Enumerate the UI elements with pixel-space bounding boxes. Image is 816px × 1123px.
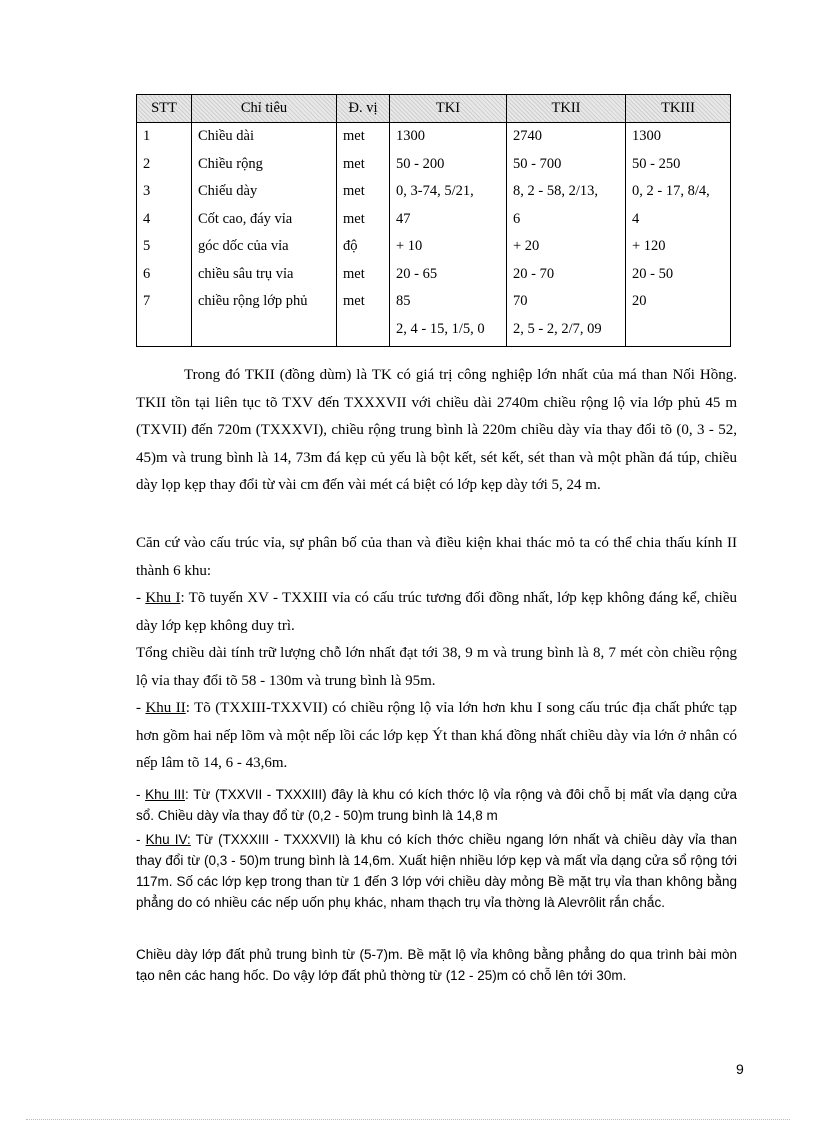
table-cell: 3 <box>137 178 192 206</box>
table-cell: 50 - 250 <box>626 151 731 179</box>
table-row <box>137 178 731 206</box>
paragraph-khu-2 <box>136 695 737 778</box>
table-cell: + 20 <box>507 233 626 261</box>
table-header-row <box>137 95 731 123</box>
khu-4-text: Từ (TXXXIII - TXXXVII) là khu có kích thớc chiều ngang lớn nhất và chiều dày vỉa than thay đổi từ (0,3 - 50)m trung bình là 14,6m. Xuất hiện nhiều lớp kẹp và mất vỉa dạng cửa sổ rộng tới 117m. Số các lớp kẹp trong than từ 1 đến 3 lớp với chiều dày mỏng Bề mặt trụ vỉa than không bằng phẳng do có nhiều các nếp uốn phụ khác, nham thạch trụ vỉa thờng là Alevrôlit rắn chắc. <box>136 832 737 910</box>
table-cell: 8, 2 - 58, 2/13, <box>507 178 626 206</box>
khu-4-label: Khu IV: <box>145 832 191 847</box>
table-cell: 70 <box>507 288 626 316</box>
paragraph-reserves: Tổng chiều dài tính trữ lượng chỗ lớn nhất đạt tới 38, 9 m và trung bình là 8, 7 mét còn chiều rộng lộ vỉa thay đổi tõ 58 - 130m và trung bình là 95m. <box>136 645 737 689</box>
paragraph-overburden: Chiều dày lớp đất phủ trung bình từ (5-7)m. Bề mặt lộ vỉa không bằng phẳng do qua trình bài mòn tạo nên các hang hốc. Do vậy lớp đất phủ thờng từ (12 - 25)m có chỗ lên tới 30m. <box>136 947 737 983</box>
paragraph-khu-4 <box>136 829 737 913</box>
table-cell: 1300 <box>626 123 731 151</box>
table-cell: góc dốc của vỉa <box>192 233 337 261</box>
table-cell: 6 <box>137 261 192 289</box>
table-cell: 85 <box>390 288 507 316</box>
table-cell: 2, 5 - 2, 2/7, 09 <box>507 316 626 347</box>
table-cell: 7 <box>137 288 192 316</box>
table-header: TKI <box>390 95 507 123</box>
table-cell: 4 <box>137 206 192 234</box>
table-cell: met <box>337 206 390 234</box>
khu-1-text: : Tõ tuyến XV - TXXIII vỉa có cấu trúc tương đối đồng nhất, lớp kẹp không đáng kể, chiều dày lớp kẹp không duy trì. <box>136 590 738 634</box>
table-cell: chiều rộng lớp phủ <box>192 288 337 316</box>
table-cell <box>626 316 731 347</box>
table-cell: độ <box>337 233 390 261</box>
page-bottom-divider <box>26 1119 790 1120</box>
table-cell: met <box>337 151 390 179</box>
table-cell: met <box>337 123 390 151</box>
table-cell <box>137 316 192 347</box>
khu-1-label: Khu I <box>145 590 181 606</box>
table-cell: 5 <box>137 233 192 261</box>
table-cell: 20 - 70 <box>507 261 626 289</box>
khu-1-prefix: - <box>136 590 146 606</box>
table-cell: 20 - 65 <box>390 261 507 289</box>
table-cell: + 120 <box>626 233 731 261</box>
table-cell <box>337 316 390 347</box>
table-row <box>137 151 731 179</box>
khu-3-label: Khu III <box>145 787 185 802</box>
table-cell: Cốt cao, đáy vỉa <box>192 206 337 234</box>
table-cell: met <box>337 261 390 289</box>
khu-3-text: : Từ (TXXVII - TXXXIII) đây là khu có kích thớc lộ vỉa rộng và đôi chỗ bị mất vỉa dạng cửa sổ. Chiều dày vỉa thay đổ từ (0,2 - 50)m trung bình là 14,8 m <box>136 787 737 823</box>
table-header: TKII <box>507 95 626 123</box>
table-cell: Chiều dài <box>192 123 337 151</box>
table-row <box>137 288 731 316</box>
table-header: Chỉ tiêu <box>192 95 337 123</box>
table-cell: + 10 <box>390 233 507 261</box>
table-header: TKIII <box>626 95 731 123</box>
table-cell: met <box>337 178 390 206</box>
paragraph-division: Căn cứ vào cấu trúc vỉa, sự phân bố của than và điều kiện khai thác mỏ ta có thể chia thấu kính II thành 6 khu: <box>136 535 737 579</box>
table-cell: 0, 3-74, 5/21, <box>390 178 507 206</box>
table-cell: 6 <box>507 206 626 234</box>
table-row <box>137 123 731 151</box>
table-cell: 2740 <box>507 123 626 151</box>
table-cell <box>192 316 337 347</box>
paragraph-khu-1 <box>136 585 737 640</box>
table-row <box>137 233 731 261</box>
table-cell: 0, 2 - 17, 8/4, <box>626 178 731 206</box>
khu-3-prefix: - <box>136 787 146 802</box>
table-row <box>137 316 731 347</box>
data-table <box>136 94 731 347</box>
table-cell: Chiều rộng <box>192 151 337 179</box>
paragraph-tkii: Trong đó TKII (đồng dùm) là TK có giá trị công nghiệp lớn nhất của má than Nối Hồng. TKII tồn tại liên tục tõ TXV đến TXXXVII với chiều dài 2740m chiều rộng lộ vỉa lớp phủ 45 m (TXVII) đến 720m (TXXXVI), chiều rộng trung bình là 220m chiều dày vỉa thay đổi tõ (0, 3 - 52, 45)m và trung bình là 14, 73m đá kẹp củ yếu là bột kết, sét kết, sét than và một phần đá túp, chiều dày lọp kẹp thay đổi từ vài cm đến vài mét cá biệt có lớp kẹp dày tới 5, 24 m. <box>136 367 737 493</box>
table-cell: 20 - 50 <box>626 261 731 289</box>
table-cell: Chiếu dày <box>192 178 337 206</box>
khu-4-prefix: - <box>136 832 146 847</box>
table-cell: met <box>337 288 390 316</box>
page-number: 9 <box>736 1061 744 1077</box>
table-header: Đ. vị <box>337 95 390 123</box>
table-cell: 50 - 200 <box>390 151 507 179</box>
table-row <box>137 206 731 234</box>
table-cell: 1300 <box>390 123 507 151</box>
table-body <box>137 123 731 347</box>
table-cell: 50 - 700 <box>507 151 626 179</box>
khu-2-prefix: - <box>136 700 146 716</box>
table-header: STT <box>137 95 192 123</box>
table-cell: 4 <box>626 206 731 234</box>
table-cell: chiều sâu trụ vỉa <box>192 261 337 289</box>
table-cell: 2, 4 - 15, 1/5, 0 <box>390 316 507 347</box>
khu-2-label: Khu II <box>145 700 186 716</box>
table-cell: 2 <box>137 151 192 179</box>
table-row <box>137 261 731 289</box>
table-cell: 20 <box>626 288 731 316</box>
table-cell: 47 <box>390 206 507 234</box>
table-cell: 1 <box>137 123 192 151</box>
paragraph-khu-3 <box>136 784 737 826</box>
khu-2-text: : Tõ (TXXIII-TXXVII) có chiều rộng lộ vỉa lớn hơn khu I song cấu trúc địa chất phức tạp hơn gồm hai nếp lõm và một nếp lồi các lớp kẹp Ýt than khá đồng nhất chiều dày vỉa lớn ở nhân có nếp lâm tõ 14, 6 - 43,6m. <box>136 700 737 771</box>
